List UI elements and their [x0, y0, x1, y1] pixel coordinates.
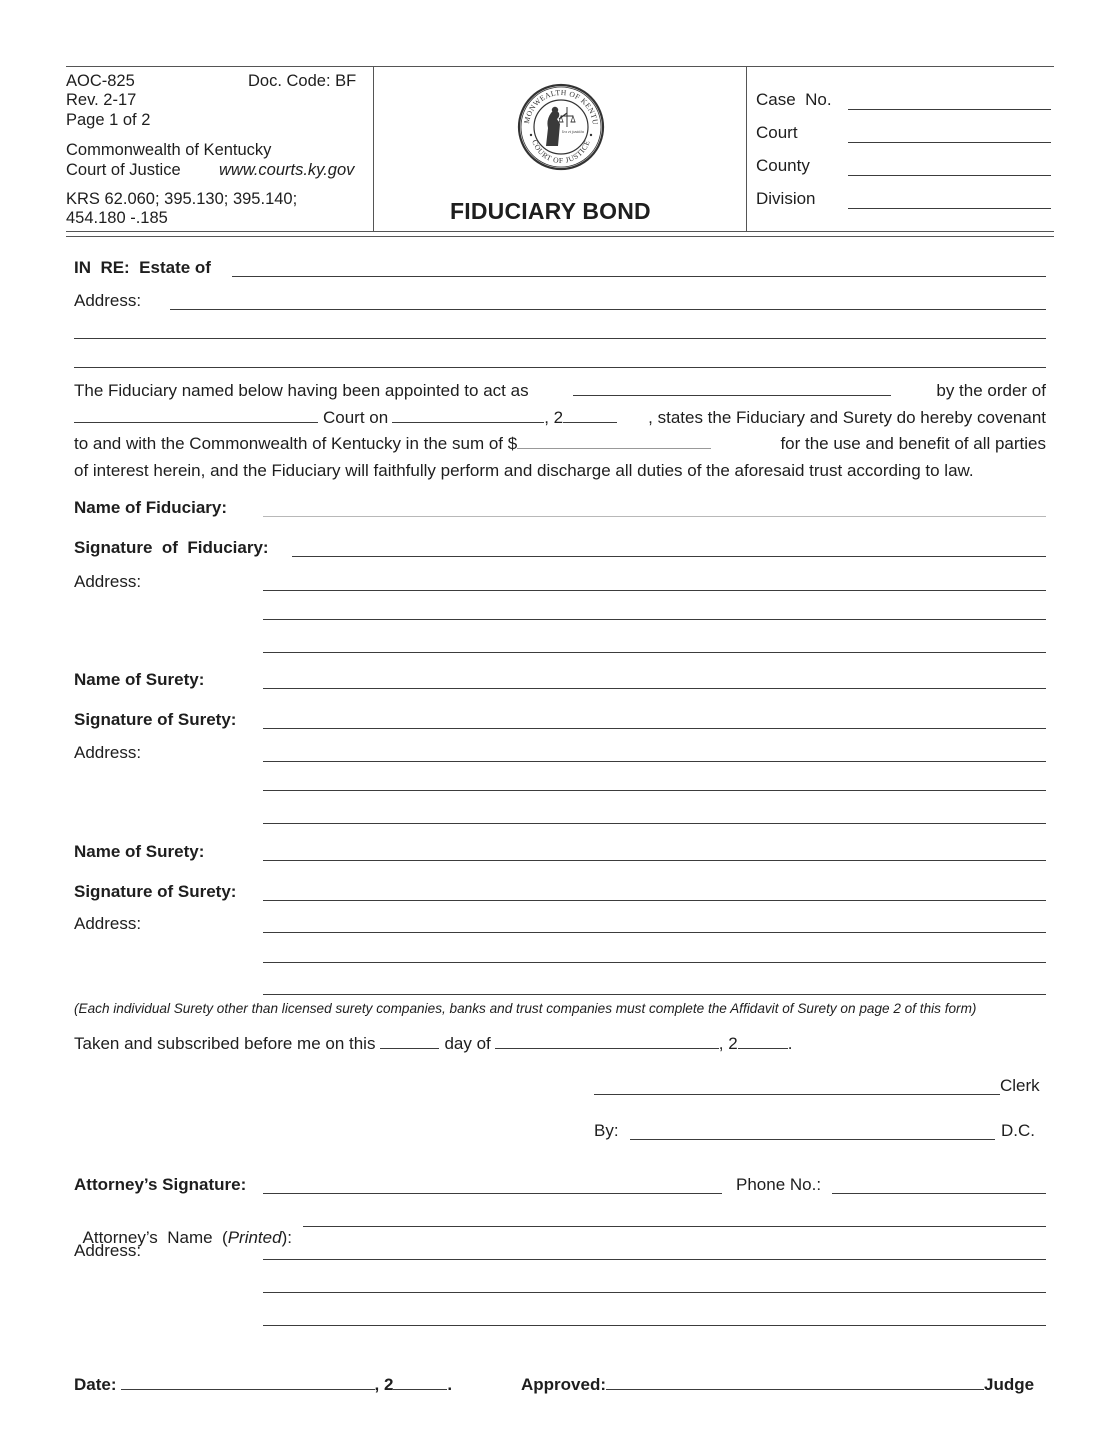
estate-address-field-3[interactable] [74, 367, 1046, 368]
paragraph-text-6: to and with the Commonwealth of Kentucky in the sum of $ [74, 434, 518, 453]
paragraph-text-2: by the order of [936, 381, 1046, 400]
attorney-name-printed-text: Printed [227, 1228, 282, 1247]
attorney-address-field-3[interactable] [263, 1325, 1046, 1326]
clerk-label: Clerk [1000, 1076, 1040, 1095]
fiduciary-name-field[interactable] [263, 516, 1046, 517]
bond-amount-field[interactable] [517, 432, 711, 449]
surety2-name-label: Name of Surety: [74, 842, 205, 861]
surety2-address-field-2[interactable] [263, 962, 1046, 963]
fiduciary-name-label: Name of Fiduciary: [74, 498, 228, 517]
surety1-name-label: Name of Surety: [74, 670, 205, 689]
svg-text:lex et justitia: lex et justitia [562, 129, 584, 134]
date-year-prefix: , 2 [374, 1375, 394, 1394]
footer-approval [521, 1373, 1034, 1395]
court-label: Court [756, 123, 798, 142]
estate-name-field[interactable] [232, 276, 1046, 277]
county-label: County [756, 156, 810, 175]
attorney-name-label-close: ): [281, 1228, 292, 1247]
surety1-address-label: Address: [74, 743, 142, 762]
agency-name: Commonwealth of Kentucky [66, 141, 272, 159]
subscribed-month-field[interactable] [495, 1032, 719, 1049]
header-top-rule [66, 66, 1054, 67]
fiduciary-address-field-3[interactable] [263, 652, 1046, 653]
estate-of-label: IN RE: Estate of [74, 258, 211, 277]
attorney-signature-label: Attorney’s Signature: [74, 1175, 247, 1194]
website-link[interactable]: www.courts.ky.gov [219, 161, 355, 179]
paragraph-text-5: , states the Fiduciary and Surety do hereby covenant [648, 407, 1046, 427]
appointed-as-field[interactable] [573, 379, 891, 396]
attorney-signature-field[interactable] [263, 1193, 722, 1194]
form-number: AOC-825 [66, 72, 135, 90]
fiduciary-address-label: Address: [74, 572, 142, 591]
statutes-line-1: KRS 62.060; 395.130; 395.140; [66, 190, 298, 208]
doc-code: Doc. Code: BF [248, 72, 357, 90]
header-divider-left [373, 66, 374, 231]
division-field[interactable] [848, 208, 1051, 209]
court-field[interactable] [848, 142, 1051, 143]
paragraph-text-4: , 2 [544, 407, 564, 427]
attorney-address-field-1[interactable] [263, 1259, 1046, 1260]
subscribed-year-field[interactable] [738, 1032, 788, 1049]
fiduciary-signature-field[interactable] [292, 556, 1046, 557]
attorney-name-label-text: Attorney’s Name ( [82, 1228, 228, 1247]
paragraph-text-8: of interest herein, and the Fiduciary will faithfully perform and discharge all duties of the aforesaid trust according to law. [74, 460, 974, 480]
estate-address-field-2[interactable] [74, 338, 1046, 339]
paragraph-text-1: The Fiduciary named below having been appointed to act as [74, 381, 529, 400]
svg-text:COURT OF JUSTICE: COURT OF JUSTICE [530, 138, 592, 166]
deputy-clerk-signature-field[interactable] [630, 1139, 995, 1140]
fiduciary-address-field-1[interactable] [263, 590, 1046, 591]
header-bottom-rule-2 [66, 236, 1054, 237]
division-label: Division [756, 189, 816, 208]
subscribed-statement [74, 1032, 792, 1054]
svg-text:COMMONWEALTH OF KENTUCKY: MONWEALTH OF KENTU [522, 87, 601, 126]
judge-signature-field[interactable] [606, 1373, 984, 1390]
fiduciary-signature-label: Signature of Fiduciary: [74, 538, 269, 557]
court-seal-logo [517, 83, 605, 171]
clerk-signature-field[interactable] [594, 1094, 1000, 1095]
surety2-address-field-1[interactable] [263, 932, 1046, 933]
revision: Rev. 2-17 [66, 91, 137, 109]
surety2-name-field[interactable] [263, 860, 1046, 861]
surety2-signature-field[interactable] [263, 900, 1046, 901]
surety2-address-field-3[interactable] [263, 994, 1046, 995]
subscribed-text-2: day of [444, 1034, 491, 1053]
surety2-address-label: Address: [74, 914, 142, 933]
estate-address-field-1[interactable] [170, 309, 1046, 310]
approved-label: Approved: [521, 1375, 606, 1394]
deputy-clerk-label: D.C. [1001, 1121, 1035, 1140]
phone-label: Phone No.: [736, 1175, 822, 1194]
order-year-field[interactable] [563, 406, 617, 423]
surety2-signature-label: Signature of Surety: [74, 882, 237, 901]
header-bottom-rule-1 [66, 231, 1054, 232]
subscribed-text-3: , 2 [718, 1034, 738, 1053]
phone-field[interactable] [832, 1193, 1046, 1194]
subscribed-text-4: . [787, 1034, 793, 1053]
surety1-signature-label: Signature of Surety: [74, 710, 237, 729]
page-number: Page 1 of 2 [66, 111, 151, 129]
judge-label: Judge [984, 1375, 1035, 1394]
subscribed-text-1: Taken and subscribed before me on this [74, 1034, 376, 1053]
footer-date [74, 1373, 452, 1395]
subscribed-day-field[interactable] [380, 1032, 439, 1049]
case-no-label: Case No. [756, 90, 832, 109]
court-name-field[interactable] [74, 406, 318, 423]
surety1-address-field-2[interactable] [263, 790, 1046, 791]
header-divider-right [746, 66, 747, 231]
date-year-field[interactable] [393, 1373, 447, 1390]
estate-address-label: Address: [74, 291, 142, 310]
date-field[interactable] [121, 1373, 375, 1390]
surety1-name-field[interactable] [263, 688, 1046, 689]
date-period: . [447, 1375, 453, 1394]
attorney-address-field-2[interactable] [263, 1292, 1046, 1293]
surety-affidavit-note: (Each individual Surety other than licensed surety companies, banks and trust companies must complete the Affidavit of Surety on page 2 of this form) [74, 1001, 977, 1016]
agency-court: Court of Justice [66, 161, 181, 179]
order-date-field[interactable] [392, 406, 544, 423]
case-no-field[interactable] [848, 109, 1051, 110]
statutes-line-2: 454.180 -.185 [66, 209, 168, 227]
surety1-signature-field[interactable] [263, 728, 1046, 729]
county-field[interactable] [848, 175, 1051, 176]
date-label: Date: [74, 1375, 117, 1394]
fiduciary-address-field-2[interactable] [263, 619, 1046, 620]
bond-paragraph [74, 378, 1046, 484]
attorney-name-field[interactable] [303, 1226, 1046, 1227]
paragraph-text-7: for the use and benefit of all parties [780, 434, 1046, 453]
surety1-address-field-1[interactable] [263, 761, 1046, 762]
form-title: FIDUCIARY BOND [450, 198, 651, 224]
attorney-address-label: Address: [74, 1241, 142, 1260]
by-label: By: [594, 1121, 619, 1140]
surety1-address-field-3[interactable] [263, 823, 1046, 824]
paragraph-text-3: Court on [323, 407, 389, 427]
